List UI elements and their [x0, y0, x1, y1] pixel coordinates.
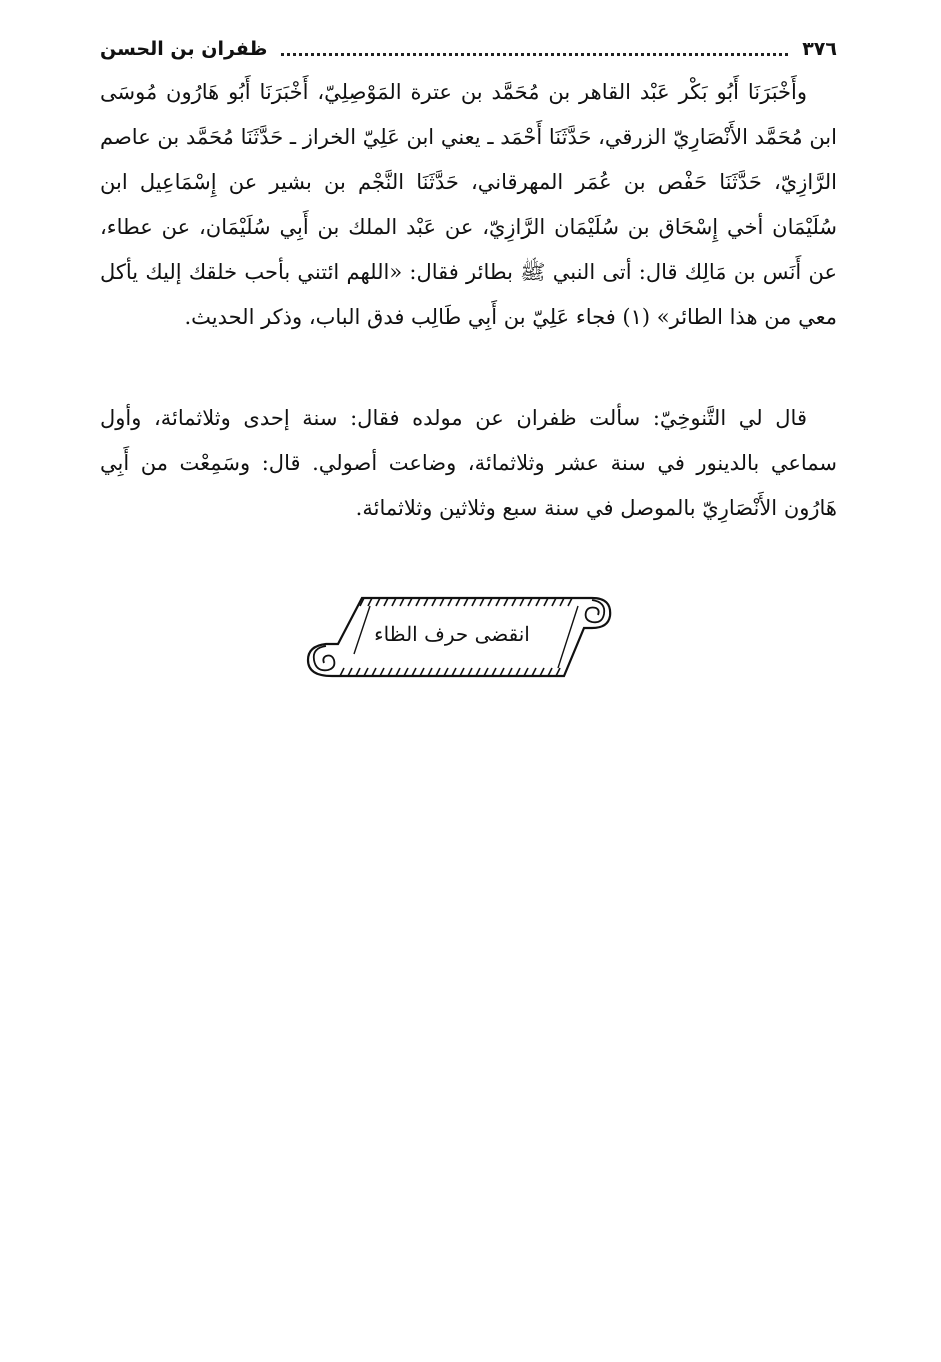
scroll-label: انقضى حرف الظاء	[374, 622, 530, 646]
running-title: ظفران بن الحسن	[100, 38, 268, 60]
paragraph-text: قال لي التَّنوخِيّ: سألت ظفران عن مولده فقال: سنة إحدى وثلاثمائة، وأول سماعي بالدينور في سنة عشر وثلاثمائة، وضاعت أصولي. قال: وسَمِعْت من أَبِي هَارُون الأَنْصَارِيّ بالموصل في سنة سبع وثلاثين وثلاثمائة.	[100, 406, 837, 520]
end-of-letter-scroll	[292, 576, 618, 696]
paragraph-biography	[100, 396, 837, 531]
page-header	[100, 34, 837, 64]
paragraph-hadith	[100, 70, 837, 340]
paragraph-text: وأَخْبَرَنَا أَبُو بَكْر عَبْد القاهر بن مُحَمَّد بن عترة المَوْصِلِيّ، أَخْبَرَنَا أَبُو هَارُون مُوسَى ابن مُحَمَّد الأَنْصَارِيّ الزرقي، حَدَّثَنَا أَحْمَد ـ يعني ابن عَلِيّ الخراز ـ حَدَّثَنَا مُحَمَّد بن عاصم الرَّازِيّ، حَدَّثَنَا حَفْص بن عُمَر المهرقاني، حَدَّثَنَا النَّجْم بن بشير عن إِسْمَاعِيل ابن سُلَيْمَان أخي إِسْحَاق بن سُلَيْمَان الرَّازِيّ، عن عَبْد الملك بن أَبِي سُلَيْمَان، عن عطاء، عن أَنَس بن مَالِك قال: أتى النبي ﷺ بطائر فقال: «اللهم ائتني بأحب خلقك إليك يأكل معي من هذا الطائر» (١) فجاء عَلِيّ بن أَبِي طَالِب فدق الباب، وذكر الحديث.	[100, 80, 837, 329]
page-number: ٣٧٦	[802, 38, 837, 60]
leader-dots	[281, 53, 788, 56]
